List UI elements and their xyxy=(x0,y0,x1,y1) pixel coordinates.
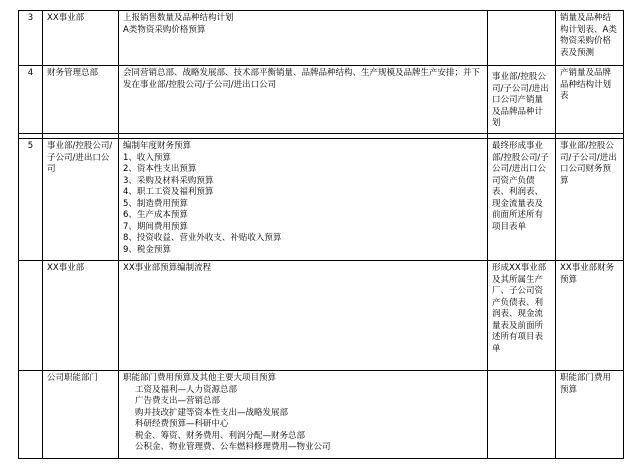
output-text: 事业部/控股公司/子公司/进出口公司产销量及品牌品种计划 xyxy=(492,72,549,128)
output-cell xyxy=(488,371,556,459)
content-line: 1、收入预算 xyxy=(123,152,171,163)
content-line: 购并技改扩建等资本性支出—战略发展部 xyxy=(135,407,289,418)
output-cell: 最终形成事业部/控股公司/子公司/进出口公司资产负债表、利润表、现金流量表及前面所述所有项目表单 xyxy=(488,139,556,261)
result-cell: 职能部门费用预算 xyxy=(556,371,624,459)
content-cell: 会同营销总部、战略发展部、技术部平衡销量、品牌品种结构、生产规模及品牌生产安排；并下发在事业部/控股公司/子公司/进出口公司 xyxy=(119,66,488,134)
result-cell: 事业部/控股公司/子公司/进出口公司财务预算 xyxy=(556,139,624,261)
output-cell xyxy=(488,66,556,134)
content-line: 编制年度财务预算 xyxy=(123,141,192,151)
department-cell: 财务管理总部 xyxy=(43,66,119,134)
content-line: 6、生产成本预算 xyxy=(123,210,188,220)
table-row xyxy=(19,261,624,371)
department-cell: XX事业部 xyxy=(43,11,119,66)
content-line: 科研经费预算—科研中心 xyxy=(135,419,229,429)
output-cell: 形成XX事业部及其所属生产厂、子公司资产负债表、利润表、现金流量表及前面所述所有项目表单 xyxy=(488,261,556,371)
content-cell xyxy=(119,371,488,459)
content-cell xyxy=(119,11,488,66)
result-cell: 产销量及品牌品种结构计划表 xyxy=(556,66,624,134)
result-cell: 销量及品种结构计划表、A类物资采购价格表及预测 xyxy=(556,11,624,66)
table-row xyxy=(19,371,624,459)
department-cell: XX事业部 xyxy=(43,261,119,371)
content-line: 公积金、物业管理费、公车燃料修理费用—物业公司 xyxy=(135,442,331,452)
department-cell: 公司职能部门 xyxy=(43,371,119,459)
content-line: 5、制造费用预算 xyxy=(123,198,188,209)
content-line: 税金、筹资、财务费用、利润分配—财务总部 xyxy=(135,430,306,441)
row-number: 3 xyxy=(19,11,43,66)
content-line: 工资及福利—人力资源总部 xyxy=(135,384,238,395)
content-line: 3、采购及材料采购预算 xyxy=(123,175,214,186)
row-number: 4 xyxy=(19,66,43,134)
department-cell: 事业部/控股公司/子公司/进出口公司 xyxy=(43,139,119,261)
content-line: 8、投资收益、营业外收支、补贴收入预算 xyxy=(123,233,282,243)
table-row xyxy=(19,11,624,66)
content-line: 9、税金预算 xyxy=(123,244,171,255)
content-heading: 职能部门费用预算及其他主要大项目预算 xyxy=(123,373,277,383)
result-cell: XX事业部财务预算 xyxy=(556,261,624,371)
budget-process-table xyxy=(18,10,624,459)
content-cell: XX事业部预算编制流程 xyxy=(119,261,488,371)
content-line: 广告费支出—营销总部 xyxy=(135,396,221,406)
content-line: 2、资本性支出预算 xyxy=(123,164,197,174)
content-line: A类物资采购价格预算 xyxy=(123,24,206,35)
content-cell xyxy=(119,139,488,261)
row-number xyxy=(19,371,43,459)
table-row xyxy=(19,66,624,134)
content-line: 7、期间费用预算 xyxy=(123,221,188,232)
content-line: 4、职工工资及福利预算 xyxy=(123,187,214,197)
row-number xyxy=(19,261,43,371)
output-cell xyxy=(488,11,556,66)
row-number: 5 xyxy=(19,139,43,261)
content-line: 上报销售数量及品种结构计划 xyxy=(123,13,234,23)
table-row xyxy=(19,139,624,261)
